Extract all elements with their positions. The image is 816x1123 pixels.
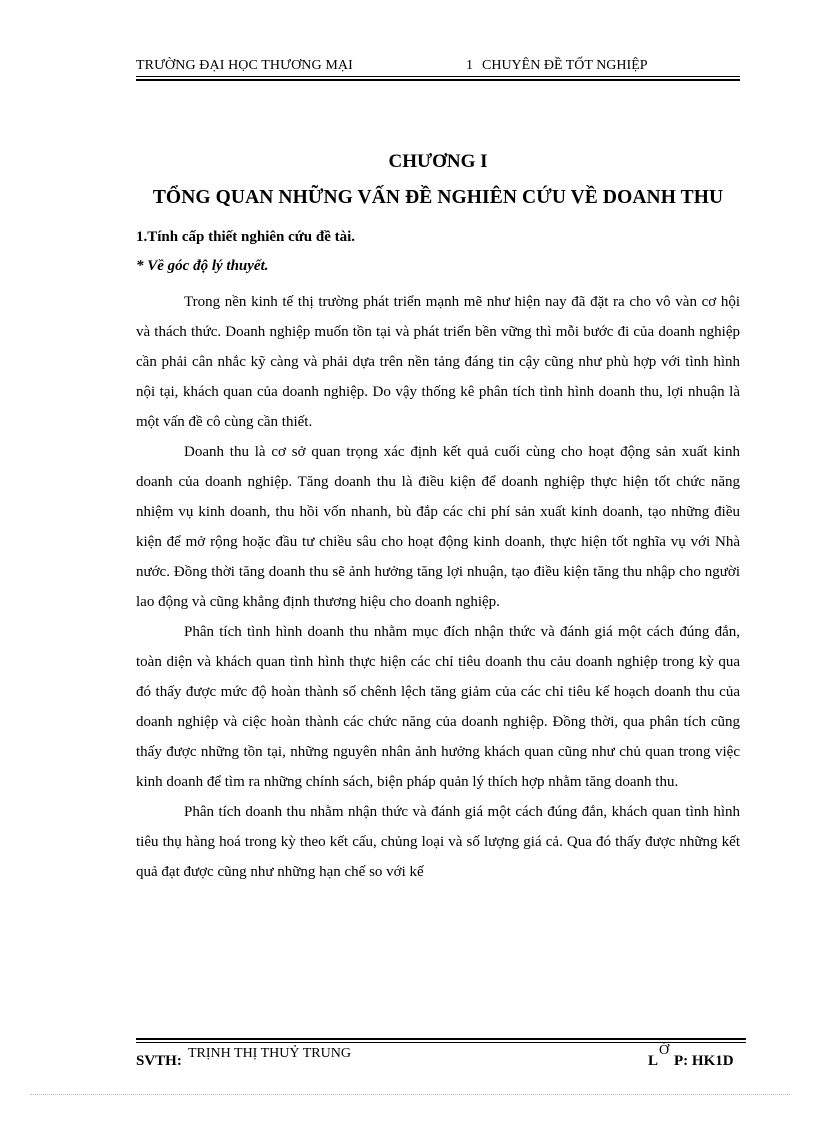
header-page-number: 1 xyxy=(466,58,473,73)
chapter-title: TỔNG QUAN NHỮNG VẤN ĐỀ NGHIÊN CỨU VỀ DOANH THU xyxy=(152,187,724,208)
footer-student-name: TRỊNH THỊ THUỶ TRUNG xyxy=(188,1046,351,1061)
chapter-number: CHƯƠNG I xyxy=(388,151,488,172)
header-document-type: CHUYÊN ĐỀ TỐT NGHIỆP xyxy=(482,58,648,73)
paragraph: Trong nền kinh tế thị trường phát triển mạnh mẽ như hiện nay đã đặt ra cho vô vàn cơ hội và thách thức. Doanh nghiệp muốn tồn tại và phát triển bền vững thì mỗi bước đi của doanh nghiệp cần phải cân nhắc kỹ càng và phải dựa trên nền tảng đáng tin cậy cũng như phù hợp với tình hình nội tại, khách quan của doanh nghiệp. Do vậy thống kê phân tích tình hình doanh thu, lợi nhuận là một vấn đề cô cùng cần thiết. xyxy=(136,294,740,430)
header-rule-thin xyxy=(136,76,740,77)
page-header xyxy=(136,56,740,76)
section-heading: 1.Tính cấp thiết nghiên cứu đề tài. xyxy=(136,229,356,245)
footer-svth-label: SVTH: xyxy=(136,1053,182,1069)
footer-rule-thin xyxy=(136,1042,746,1043)
header-rule-thick xyxy=(136,79,740,81)
body-text xyxy=(136,287,740,887)
footer-class-letter-l: L xyxy=(648,1053,659,1069)
page-bottom-dotted-line xyxy=(30,1094,790,1095)
paragraph: Doanh thu là cơ sở quan trọng xác định kết quả cuối cùng cho hoạt động sản xuất kinh doanh của doanh nghiệp. Tăng doanh thu là điều kiện để doanh nghiệp thực hiện tốt chức năng nhiệm vụ kinh doanh, thu hồi vốn nhanh, bù đắp các chi phí sản xuất kinh doanh, tạo những điều kiện để mở rộng hoặc đầu tư chiều sâu cho hoạt động kinh doanh, thực hiện tốt nghĩa vụ với Nhà nước. Đồng thời tăng doanh thu sẽ ảnh hưởng tăng lợi nhuận, tạo điều kiện tăng thu nhập cho người lao động và cũng khẳng định thương hiệu cho doanh nghiệp. xyxy=(136,444,740,610)
footer-class-letter-o: Ớ xyxy=(659,1043,670,1058)
footer-rule-thick xyxy=(136,1038,746,1040)
section-subheading: * Về góc độ lý thuyết. xyxy=(136,258,269,274)
page-footer xyxy=(136,1044,746,1074)
paragraph: Phân tích tình hình doanh thu nhằm mục đích nhận thức và đánh giá một cách đúng đắn, toàn diện và khách quan tình hình thực hiện các chỉ tiêu doanh thu cảu doanh nghiệp trong kỳ qua đó thấy được mức độ hoàn thành số chênh lệch tăng giảm của các chỉ tiêu kế hoạch doanh thu của doanh nghiệp và ciệc hoàn thành các chức năng của doanh nghiệp. Đồng thời, qua phân tích cũng thấy được những tồn tại, những nguyên nhân ảnh hưởng khách quan cũng như chủ quan trong việc kinh doanh để tìm ra những chính sách, biện pháp quản lý thích hợp nhằm tăng doanh thu. xyxy=(136,624,740,790)
footer-class-code: P: HK1D xyxy=(674,1053,734,1069)
paragraph: Phân tích doanh thu nhằm nhận thức và đánh giá một cách đúng đắn, khách quan tình hình tiêu thụ hàng hoá trong kỳ theo kết cấu, chủng loại và số lượng giá cả. Qua đó thấy được những kết quả đạt được cũng như những hạn chế so với kế xyxy=(136,804,740,880)
header-school-name: TRƯỜNG ĐẠI HỌC THƯƠNG MẠI xyxy=(136,58,353,73)
